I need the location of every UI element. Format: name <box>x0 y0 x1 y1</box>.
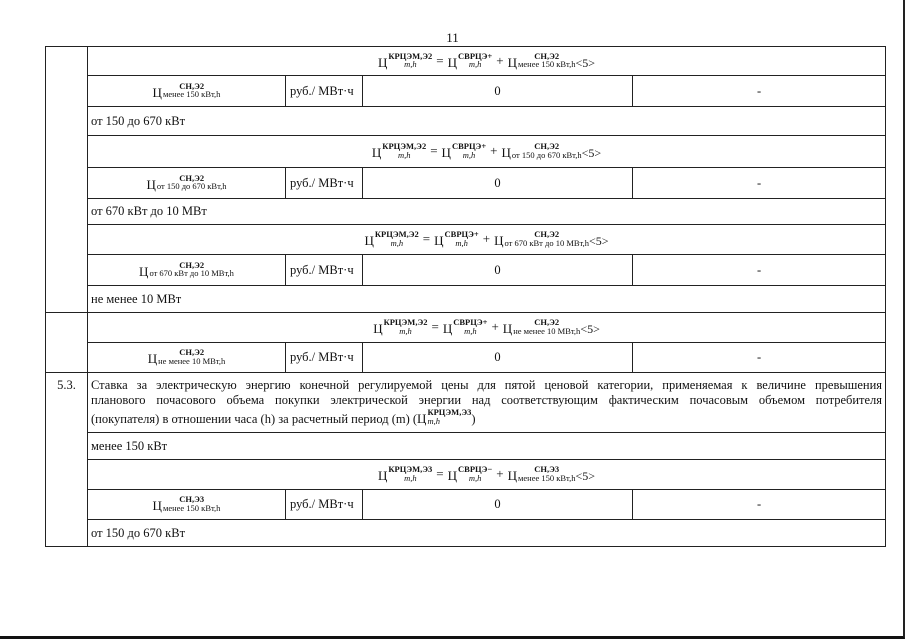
category-label: менее 150 кВт <box>88 433 886 460</box>
formula-cell <box>88 47 886 76</box>
dash-cell: - <box>633 255 886 286</box>
formula: Ц КРЦЭМ,Э3 m,h = Ц СВРЦЭ− m,h + Ц СН,Э3 менее 150 кВт,h <5> <box>378 464 596 483</box>
section-row-5-3 <box>46 373 886 433</box>
data-row-b1 <box>46 76 886 107</box>
formula-row-b5 <box>46 460 886 490</box>
formula-row-b4 <box>46 313 886 343</box>
value-cell: 0 <box>363 168 633 199</box>
section-number-cell-empty <box>46 313 88 343</box>
value-cell: 0 <box>363 76 633 107</box>
dash-cell: - <box>633 343 886 373</box>
label-row-b4 <box>46 286 886 313</box>
data-row-b4 <box>46 343 886 373</box>
unit-cell: руб./ МВт·ч <box>286 168 363 199</box>
page-number: 11 <box>446 30 459 45</box>
price-symbol: Ц СН,Э2 от 150 до 670 кВт,h <box>88 168 286 199</box>
label-row-b2 <box>46 107 886 136</box>
price-symbol: Ц СН,Э2 менее 150 кВт,h <box>88 76 286 107</box>
category-label: от 670 кВт до 10 МВт <box>88 199 886 225</box>
formula-row-b2 <box>46 136 886 168</box>
formula: Ц КРЦЭМ,Э2 m,h = Ц СВРЦЭ+ m,h + Ц СН,Э2 менее 150 кВт,h <5> <box>378 50 596 70</box>
formula-cell <box>88 136 886 168</box>
data-row-b5 <box>46 490 886 520</box>
value-cell: 0 <box>363 255 633 286</box>
section-number: 5.3. <box>46 373 88 547</box>
price-symbol: Ц СН,Э3 менее 150 кВт,h <box>88 490 286 520</box>
formula-row-b1 <box>46 47 886 76</box>
data-row-b3 <box>46 255 886 286</box>
data-row-b2 <box>46 168 886 199</box>
formula-cell <box>88 313 886 343</box>
label-row-b3 <box>46 199 886 225</box>
formula: Ц КРЦЭМ,Э2 m,h = Ц СВРЦЭ+ m,h + Ц СН,Э2 от 150 до 670 кВт,h <5> <box>371 141 602 160</box>
dash-cell: - <box>633 490 886 520</box>
formula: Ц КРЦЭМ,Э2 m,h = Ц СВРЦЭ+ m,h + Ц СН,Э2 от 670 кВт до 10 МВт,h <5> <box>364 229 609 248</box>
unit-cell: руб./ МВт·ч <box>286 76 363 107</box>
unit-cell: руб./ МВт·ч <box>286 255 363 286</box>
price-symbol: Ц СН,Э2 от 670 кВт до 10 МВт,h <box>88 255 286 286</box>
label-row-b5 <box>46 433 886 460</box>
section-paragraph: Ставка за электрическую энергию конечной регулируемой цены для пятой ценовой категории, применяемая к величине превышения планового почасового объема покупки электрической энергии над соответствующим фактическим почасовым объемом потребителя (покупателя) в отношении часа (h) за расчетный период (m) ( Ц КРЦЭМ,Э3 m,h ) <box>91 378 883 426</box>
section-number-cell-empty <box>46 343 88 373</box>
formula-cell <box>88 460 886 490</box>
tariff-table-container <box>45 46 885 547</box>
category-label: не менее 10 МВт <box>88 286 886 313</box>
value-cell: 0 <box>363 490 633 520</box>
label-row-b6 <box>46 520 886 547</box>
dash-cell: - <box>633 76 886 107</box>
tariff-table <box>45 46 886 547</box>
category-label: от 150 до 670 кВт <box>88 107 886 136</box>
section-description <box>88 373 886 433</box>
formula: Ц КРЦЭМ,Э2 m,h = Ц СВРЦЭ+ m,h + Ц СН,Э2 не менее 10 МВт,h <5> <box>373 317 600 336</box>
formula-row-b3 <box>46 225 886 255</box>
price-symbol: Ц СН,Э2 не менее 10 МВт,h <box>88 343 286 373</box>
formula-cell <box>88 225 886 255</box>
category-label: от 150 до 670 кВт <box>88 520 886 547</box>
unit-cell: руб./ МВт·ч <box>286 343 363 373</box>
section-number-cell-empty <box>46 47 88 313</box>
value-cell: 0 <box>363 343 633 373</box>
dash-cell: - <box>633 168 886 199</box>
unit-cell: руб./ МВт·ч <box>286 490 363 520</box>
